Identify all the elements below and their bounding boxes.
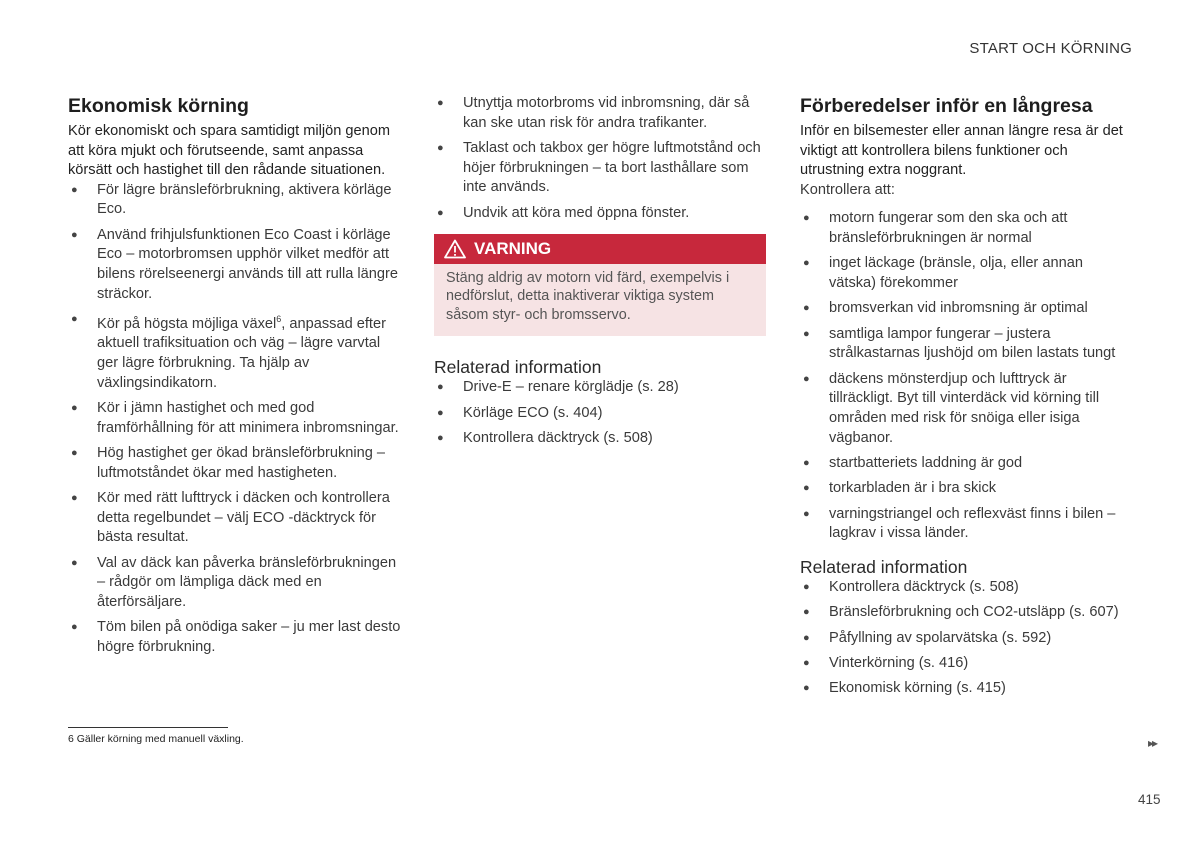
section-title: START OCH KÖRNING bbox=[969, 40, 1132, 57]
warning-triangle-icon bbox=[444, 239, 466, 259]
related-link[interactable]: ● Drive-E – renare körglädje (s. 28) bbox=[434, 378, 766, 398]
warning-header bbox=[434, 234, 766, 264]
intro-paragraph: Kör ekonomiskt och spara samtidigt miljön genom att köra mjukt och förutseende, samt anpassa körsätt och hastighet till den rådande situationen. bbox=[68, 123, 391, 179]
bullet-icon: ● bbox=[71, 621, 78, 634]
related-link[interactable]: ● Påfyllning av spolarvätska (s. 592) bbox=[800, 629, 1134, 649]
list-item: ● däckens mönsterdjup och lufttryck är tillräckligt. Byt till vinterdäck vid körning till områden med risk för snöiga eller isiga vägbanor. bbox=[803, 370, 1100, 446]
bullet-icon: ● bbox=[71, 556, 78, 569]
bullet-icon: ● bbox=[437, 432, 444, 445]
list-item: ● inget läckage (bränsle, olja, eller annan vätska) förekommer bbox=[803, 255, 1083, 291]
list-item: ● För lägre bränsleförbrukning, aktivera körläge Eco. bbox=[71, 181, 392, 218]
warning-box bbox=[434, 234, 766, 336]
related-info-section bbox=[434, 356, 766, 449]
column-long-trip bbox=[800, 94, 1134, 705]
bullet-icon: ● bbox=[437, 206, 444, 219]
related-info-list bbox=[800, 578, 1134, 699]
related-link[interactable]: ● Körläge ECO (s. 404) bbox=[434, 404, 766, 424]
list-item: ● motorn fungerar som den ska och att bränsleförbrukningen är normal bbox=[803, 210, 1068, 246]
heading-economic-driving: Ekonomisk körning bbox=[68, 95, 249, 117]
bullet-icon: ● bbox=[803, 580, 810, 593]
bullet-icon: ● bbox=[71, 491, 78, 504]
list-item: ● samtliga lampor fungerar – justera strålkastarnas ljushöjd om bilen lastats tungt bbox=[803, 325, 1116, 362]
bullet-icon: ● bbox=[803, 257, 810, 270]
intro-paragraph: Inför en bilsemester eller annan längre resa är det viktigt att kontrollera bilens funktioner och utrustning extra noggrant. bbox=[800, 123, 1123, 179]
list-item: ● Utnyttja motorbroms vid inbromsning, där så kan ske utan risk för andra trafikanter. bbox=[437, 95, 750, 131]
bullet-icon: ● bbox=[803, 212, 810, 225]
bullet-icon: ● bbox=[803, 456, 810, 469]
footnote: 6 Gäller körning med manuell växling. bbox=[68, 733, 244, 745]
list-item: ● Kör på högsta möjliga växel$^6$, anpassad efter aktuell trafiksituation och väg – lägre varvtal ger lägre förbrukning. Ta hjälp av växlingsindikatorn. bbox=[68, 310, 402, 393]
related-info-heading: Relaterad information bbox=[434, 356, 602, 377]
bullet-icon: ● bbox=[803, 682, 810, 695]
bullet-icon: ● bbox=[803, 657, 810, 670]
footnote-ref[interactable]: 6 bbox=[276, 313, 282, 324]
bullet-icon: ● bbox=[71, 228, 78, 241]
column-continued bbox=[434, 94, 766, 455]
continued-list bbox=[434, 94, 766, 224]
list-item: ● torkarbladen är i bra skick bbox=[800, 479, 1134, 499]
list-item: ● bromsverkan vid inbromsning är optimal bbox=[800, 299, 1134, 319]
bullet-icon: ● bbox=[803, 482, 810, 495]
warning-title: VARNING bbox=[474, 238, 552, 258]
bullet-icon: ● bbox=[803, 631, 810, 644]
economic-driving-list bbox=[68, 181, 402, 658]
bullet-icon: ● bbox=[437, 97, 444, 109]
related-link[interactable]: ● Ekonomisk körning (s. 415) bbox=[800, 679, 1134, 699]
bullet-icon: ● bbox=[803, 507, 810, 520]
list-item: ● Töm bilen på onödiga saker – ju mer last desto högre förbrukning. bbox=[71, 619, 401, 655]
footnote-divider bbox=[68, 727, 228, 728]
bullet-icon: ● bbox=[803, 372, 810, 385]
bullet-icon: ● bbox=[71, 312, 78, 325]
list-item: ● varningstriangel och reflexväst finns i bilen – lagkrav i vissa länder. bbox=[803, 505, 1116, 542]
bullet-icon: ● bbox=[71, 183, 78, 196]
next-page-icon[interactable]: ▸▸ bbox=[1148, 736, 1157, 750]
list-item: ● Kör med rätt lufttryck i däcken och kontrollera detta regelbundet – välj ECO -däcktryck för bästa resultat. bbox=[71, 489, 390, 546]
related-link[interactable]: ● Kontrollera däcktryck (s. 508) bbox=[434, 429, 766, 449]
checklist bbox=[800, 209, 1134, 543]
list-item: ● startbatteriets laddning är god bbox=[800, 454, 1134, 474]
list-item: ● Kör i jämn hastighet och med god framförhållning för att minimera inbromsningar. bbox=[71, 399, 399, 436]
check-label: Kontrollera att: bbox=[800, 181, 895, 198]
related-info-list bbox=[434, 378, 766, 449]
bullet-icon: ● bbox=[437, 142, 444, 155]
bullet-icon: ● bbox=[803, 327, 810, 340]
column-economic-driving bbox=[68, 94, 402, 663]
bullet-icon: ● bbox=[803, 606, 810, 619]
bullet-icon: ● bbox=[437, 380, 444, 393]
list-item: ● Använd frihjulsfunktionen Eco Coast i körläge Eco – motorbromsen upphör vilket medför att bilens rörelseenergi används till att rulla längre sträckor. bbox=[71, 226, 398, 302]
list-item: ● Hög hastighet ger ökad bränsleförbrukning – luftmotståndet ökar med hastigheten. bbox=[71, 444, 386, 481]
page-number: 415 bbox=[1138, 792, 1161, 807]
list-item: ● Val av däck kan påverka bränsleförbrukningen – rådgör om lämpliga däck med en återförsäljare. bbox=[71, 554, 397, 610]
related-link[interactable]: ● Bränsleförbrukning och CO2-utsläpp (s. 607) bbox=[800, 603, 1134, 623]
related-link[interactable]: ● Vinterkörning (s. 416) bbox=[800, 654, 1134, 674]
bullet-icon: ● bbox=[71, 446, 78, 459]
warning-text: Stäng aldrig av motorn vid färd, exempelvis i nedförslut, detta inaktiverar viktiga system såsom styr- och bromsservo. bbox=[446, 269, 730, 324]
related-link[interactable]: ● Kontrollera däcktryck (s. 508) bbox=[800, 578, 1134, 598]
list-item: ● Undvik att köra med öppna fönster. bbox=[434, 204, 766, 224]
related-info-section bbox=[800, 556, 1134, 699]
list-item: ● Taklast och takbox ger högre luftmotstånd och höjer förbrukningen – ta bort lasthållare som inte används. bbox=[437, 140, 761, 196]
heading-long-trip: Förberedelser inför en långresa bbox=[800, 95, 1093, 117]
related-info-heading: Relaterad information bbox=[800, 556, 968, 577]
bullet-icon: ● bbox=[71, 401, 78, 414]
bullet-icon: ● bbox=[803, 302, 810, 315]
bullet-icon: ● bbox=[437, 406, 444, 419]
